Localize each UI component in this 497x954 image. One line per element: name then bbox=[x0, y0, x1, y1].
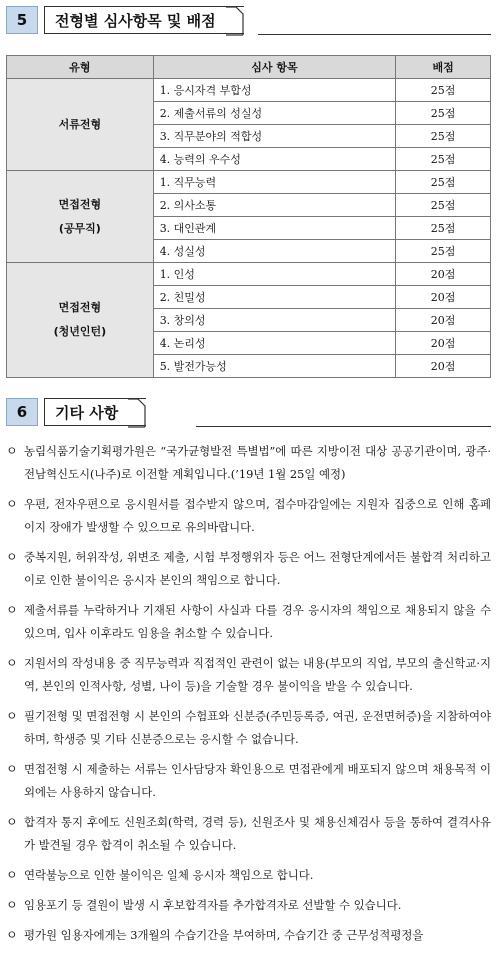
section-6-rule bbox=[196, 426, 491, 427]
type-label: 서류전형 bbox=[58, 117, 102, 131]
list-item bbox=[6, 894, 491, 917]
list-item bbox=[6, 705, 491, 751]
note-text: 중복지원, 허위작성, 위변조 제출, 시험 부정행위자 등은 어느 전형단계에서든 불합격 처리하고 이로 인한 불이익은 응시자 본인의 책임으로 합니다. bbox=[24, 550, 491, 587]
item-cell: 1. 직무능력 bbox=[153, 171, 395, 194]
list-item bbox=[6, 546, 491, 592]
item-cell: 2. 제출서류의 성실성 bbox=[153, 102, 395, 125]
bullet-icon: ㅇ bbox=[6, 898, 18, 912]
type-sublabel: (공무직) bbox=[58, 221, 101, 235]
bullet-icon: ㅇ bbox=[6, 762, 18, 776]
table-row bbox=[7, 171, 491, 194]
note-text: 농림식품기술기획평가원은 “국가균형발전 특별법”에 따른 지방이전 대상 공공기관이며, 광주·전남혁신도시(나주)로 이전할 계획입니다.(’19년 1월 25일 예정) bbox=[24, 444, 491, 481]
score-cell: 25점 bbox=[396, 240, 491, 263]
type-label: 면접전형 bbox=[58, 197, 102, 211]
list-item bbox=[6, 599, 491, 645]
note-text: 필기전형 및 면접전형 시 본인의 수험표와 신분증(주민등록증, 여권, 운전면허증)을 지참하여야 하며, 학생증 및 기타 신분증으로는 응시할 수 없습니다. bbox=[24, 709, 491, 746]
section-5-rule bbox=[258, 34, 491, 35]
type-cell bbox=[7, 79, 154, 171]
header-type: 유형 bbox=[7, 56, 154, 79]
item-cell: 1. 응시자격 부합성 bbox=[153, 79, 395, 102]
bullet-icon: ㅇ bbox=[6, 709, 18, 723]
section-title-text: 기타 사항 bbox=[55, 403, 119, 422]
note-text: 우편, 전자우편으로 응시원서를 접수받지 않으며, 접수마감일에는 지원자 집중으로 인해 홈페이지 장애가 발생할 수 있으므로 유의바랍니다. bbox=[24, 497, 491, 534]
list-item bbox=[6, 864, 491, 887]
note-text: 면접전형 시 제출하는 서류는 인사담당자 확인용으로 면접관에게 배포되지 않으며 채용목적 이외에는 사용하지 않습니다. bbox=[24, 762, 491, 799]
section-number: 6 bbox=[6, 398, 38, 426]
item-cell: 1. 인성 bbox=[153, 263, 395, 286]
list-item bbox=[6, 652, 491, 698]
folded-corner-icon bbox=[128, 398, 146, 428]
score-cell: 20점 bbox=[396, 309, 491, 332]
list-item bbox=[6, 924, 491, 947]
list-item bbox=[6, 493, 491, 539]
score-cell: 25점 bbox=[396, 148, 491, 171]
folded-corner-icon bbox=[226, 6, 244, 36]
item-cell: 3. 직무분야의 적합성 bbox=[153, 125, 395, 148]
score-cell: 25점 bbox=[396, 171, 491, 194]
item-cell: 4. 성실성 bbox=[153, 240, 395, 263]
section-number: 5 bbox=[6, 6, 38, 34]
note-text: 연락불능으로 인한 불이익은 일체 응시자 책임으로 합니다. bbox=[24, 868, 314, 882]
bullet-icon: ㅇ bbox=[6, 815, 18, 829]
score-table bbox=[6, 55, 491, 378]
score-cell: 25점 bbox=[396, 79, 491, 102]
type-cell bbox=[7, 263, 154, 378]
score-cell: 20점 bbox=[396, 332, 491, 355]
list-item bbox=[6, 811, 491, 857]
bullet-icon: ㅇ bbox=[6, 497, 18, 511]
header-score: 배점 bbox=[396, 56, 491, 79]
bullet-icon: ㅇ bbox=[6, 550, 18, 564]
note-text: 합격자 통지 후에도 신원조회(학력, 경력 등), 신원조사 및 채용신체검사 등을 통하여 결격사유가 발견될 경우 합격이 취소될 수 있습니다. bbox=[24, 815, 491, 852]
item-cell: 4. 논리성 bbox=[153, 332, 395, 355]
note-text: 평가원 임용자에게는 3개월의 수습기간을 부여하며, 수습기간 중 근무성적평정을 bbox=[24, 928, 424, 942]
bullet-icon: ㅇ bbox=[6, 603, 18, 617]
bullet-icon: ㅇ bbox=[6, 868, 18, 882]
bullet-icon: ㅇ bbox=[6, 444, 18, 458]
notes-list bbox=[6, 440, 491, 954]
score-cell: 20점 bbox=[396, 263, 491, 286]
item-cell: 3. 대인관계 bbox=[153, 217, 395, 240]
table-header-row bbox=[7, 56, 491, 79]
note-text: 제출서류를 누락하거나 기재된 사항이 사실과 다를 경우 응시자의 책임으로 채용되지 않을 수 있으며, 입사 이후라도 임용을 취소할 수 있습니다. bbox=[24, 603, 491, 640]
header-item: 심사 항목 bbox=[153, 56, 395, 79]
score-cell: 25점 bbox=[396, 194, 491, 217]
section-title bbox=[44, 398, 146, 426]
score-cell: 25점 bbox=[396, 102, 491, 125]
score-cell: 25점 bbox=[396, 125, 491, 148]
item-cell: 2. 의사소통 bbox=[153, 194, 395, 217]
score-cell: 20점 bbox=[396, 286, 491, 309]
note-text: 임용포기 등 결원이 발생 시 후보합격자를 추가합격자로 선발할 수 있습니다. bbox=[24, 898, 402, 912]
section-5-header bbox=[6, 6, 244, 34]
section-6-header bbox=[6, 398, 146, 426]
section-title bbox=[44, 6, 244, 34]
section-title-text: 전형별 심사항목 및 배점 bbox=[55, 11, 216, 30]
bullet-icon: ㅇ bbox=[6, 928, 18, 942]
table-row bbox=[7, 79, 491, 102]
table-row bbox=[7, 263, 491, 286]
item-cell: 2. 친밀성 bbox=[153, 286, 395, 309]
type-sublabel: (청년인턴) bbox=[53, 325, 107, 338]
list-item bbox=[6, 440, 491, 486]
score-cell: 20점 bbox=[396, 355, 491, 378]
list-item bbox=[6, 758, 491, 804]
type-cell bbox=[7, 171, 154, 263]
bullet-icon: ㅇ bbox=[6, 656, 18, 670]
type-label: 면접전형 bbox=[58, 301, 102, 314]
item-cell: 5. 발전가능성 bbox=[153, 355, 395, 378]
item-cell: 4. 능력의 우수성 bbox=[153, 148, 395, 171]
score-cell: 25점 bbox=[396, 217, 491, 240]
item-cell: 3. 창의성 bbox=[153, 309, 395, 332]
note-text: 지원서의 작성내용 중 직무능력과 직접적인 관련이 없는 내용(부모의 직업, 부모의 출신학교·지역, 본인의 인적사항, 성별, 나이 등)을 기술할 경우 불이익을 받을 수 있습니다. bbox=[24, 656, 491, 693]
